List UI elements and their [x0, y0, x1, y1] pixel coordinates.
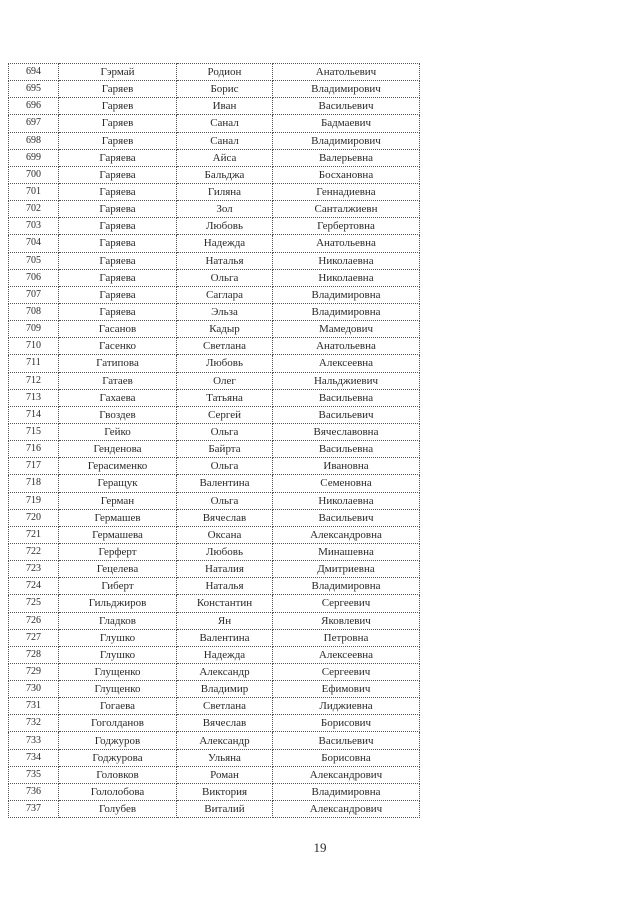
patronymic-cell: Николаевна	[273, 252, 420, 269]
table-row	[9, 166, 420, 183]
surname-cell: Гололобова	[59, 783, 177, 800]
row-number-cell: 702	[9, 201, 59, 218]
surname-cell: Гейко	[59, 423, 177, 440]
first-name-cell: Виталий	[177, 801, 273, 818]
patronymic-cell: Анатольевна	[273, 235, 420, 252]
row-number-cell: 717	[9, 458, 59, 475]
patronymic-cell: Николаевна	[273, 269, 420, 286]
table-row	[9, 475, 420, 492]
table-row	[9, 698, 420, 715]
table-row	[9, 783, 420, 800]
row-number-cell: 726	[9, 612, 59, 629]
table-row	[9, 578, 420, 595]
surname-cell: Гэрмай	[59, 64, 177, 81]
first-name-cell: Татьяна	[177, 389, 273, 406]
table-row	[9, 252, 420, 269]
surname-cell: Гаряева	[59, 218, 177, 235]
surname-cell: Гладков	[59, 612, 177, 629]
table-row	[9, 115, 420, 132]
first-name-cell: Байрта	[177, 441, 273, 458]
first-name-cell: Константин	[177, 595, 273, 612]
table-row	[9, 766, 420, 783]
patronymic-cell: Владимировна	[273, 303, 420, 320]
surname-cell: Гиберт	[59, 578, 177, 595]
surname-cell: Гаряева	[59, 235, 177, 252]
row-number-cell: 732	[9, 715, 59, 732]
table-row	[9, 218, 420, 235]
first-name-cell: Саглара	[177, 286, 273, 303]
surname-cell: Гаряев	[59, 115, 177, 132]
first-name-cell: Ольга	[177, 492, 273, 509]
row-number-cell: 731	[9, 698, 59, 715]
first-name-cell: Ян	[177, 612, 273, 629]
table-row	[9, 458, 420, 475]
table-row	[9, 372, 420, 389]
row-number-cell: 698	[9, 132, 59, 149]
patronymic-cell: Александрович	[273, 801, 420, 818]
row-number-cell: 705	[9, 252, 59, 269]
row-number-cell: 723	[9, 561, 59, 578]
first-name-cell: Владимир	[177, 681, 273, 698]
row-number-cell: 730	[9, 681, 59, 698]
first-name-cell: Гиляна	[177, 183, 273, 200]
row-number-cell: 735	[9, 766, 59, 783]
surname-cell: Гаряев	[59, 132, 177, 149]
table-row	[9, 132, 420, 149]
surname-cell: Герасименко	[59, 458, 177, 475]
table-row	[9, 183, 420, 200]
surname-cell: Гвоздев	[59, 406, 177, 423]
first-name-cell: Санал	[177, 115, 273, 132]
patronymic-cell: Владимировна	[273, 286, 420, 303]
row-number-cell: 713	[9, 389, 59, 406]
first-name-cell: Ольга	[177, 423, 273, 440]
patronymic-cell: Сергеевич	[273, 595, 420, 612]
surname-cell: Гецелева	[59, 561, 177, 578]
patronymic-cell: Сергеевич	[273, 663, 420, 680]
table-row	[9, 355, 420, 372]
patronymic-cell: Васильевич	[273, 732, 420, 749]
row-number-cell: 736	[9, 783, 59, 800]
row-number-cell: 718	[9, 475, 59, 492]
patronymic-cell: Алексеевна	[273, 646, 420, 663]
table-row	[9, 201, 420, 218]
patronymic-cell: Мамедович	[273, 321, 420, 338]
table-row	[9, 732, 420, 749]
row-number-cell: 715	[9, 423, 59, 440]
patronymic-cell: Васильевич	[273, 509, 420, 526]
row-number-cell: 722	[9, 543, 59, 560]
patronymic-cell: Семеновна	[273, 475, 420, 492]
row-number-cell: 695	[9, 81, 59, 98]
patronymic-cell: Владимирович	[273, 81, 420, 98]
patronymic-cell: Минашевна	[273, 543, 420, 560]
table-row	[9, 612, 420, 629]
patronymic-cell: Вячеславовна	[273, 423, 420, 440]
first-name-cell: Олег	[177, 372, 273, 389]
surname-cell: Гатаев	[59, 372, 177, 389]
row-number-cell: 712	[9, 372, 59, 389]
patronymic-cell: Васильевна	[273, 441, 420, 458]
names-table	[8, 63, 420, 818]
table-row	[9, 406, 420, 423]
row-number-cell: 703	[9, 218, 59, 235]
patronymic-cell: Васильевич	[273, 98, 420, 115]
surname-cell: Гоголданов	[59, 715, 177, 732]
first-name-cell: Родион	[177, 64, 273, 81]
row-number-cell: 734	[9, 749, 59, 766]
row-number-cell: 714	[9, 406, 59, 423]
surname-cell: Гаряева	[59, 252, 177, 269]
surname-cell: Гермашев	[59, 509, 177, 526]
row-number-cell: 716	[9, 441, 59, 458]
first-name-cell: Ольга	[177, 458, 273, 475]
first-name-cell: Борис	[177, 81, 273, 98]
row-number-cell: 727	[9, 629, 59, 646]
surname-cell: Геращук	[59, 475, 177, 492]
first-name-cell: Надежда	[177, 646, 273, 663]
table-row	[9, 149, 420, 166]
surname-cell: Герман	[59, 492, 177, 509]
table-row	[9, 81, 420, 98]
surname-cell: Гильджиров	[59, 595, 177, 612]
first-name-cell: Бальджа	[177, 166, 273, 183]
table-row	[9, 492, 420, 509]
first-name-cell: Светлана	[177, 698, 273, 715]
surname-cell: Гаряева	[59, 166, 177, 183]
first-name-cell: Валентина	[177, 475, 273, 492]
row-number-cell: 710	[9, 338, 59, 355]
row-number-cell: 711	[9, 355, 59, 372]
patronymic-cell: Владимировна	[273, 783, 420, 800]
surname-cell: Глушко	[59, 646, 177, 663]
row-number-cell: 721	[9, 526, 59, 543]
page-number: 19	[313, 840, 327, 855]
patronymic-cell: Владимирович	[273, 132, 420, 149]
table-row	[9, 801, 420, 818]
surname-cell: Годжурова	[59, 749, 177, 766]
first-name-cell: Наталья	[177, 578, 273, 595]
first-name-cell: Зол	[177, 201, 273, 218]
row-number-cell: 696	[9, 98, 59, 115]
surname-cell: Глущенко	[59, 663, 177, 680]
patronymic-cell: Гербертовна	[273, 218, 420, 235]
table-row	[9, 629, 420, 646]
table-row	[9, 595, 420, 612]
first-name-cell: Наталья	[177, 252, 273, 269]
table-row	[9, 338, 420, 355]
first-name-cell: Надежда	[177, 235, 273, 252]
first-name-cell: Иван	[177, 98, 273, 115]
table-row	[9, 561, 420, 578]
patronymic-cell: Александрович	[273, 766, 420, 783]
patronymic-cell: Борисовна	[273, 749, 420, 766]
first-name-cell: Светлана	[177, 338, 273, 355]
surname-cell: Гаряева	[59, 286, 177, 303]
first-name-cell: Оксана	[177, 526, 273, 543]
first-name-cell: Виктория	[177, 783, 273, 800]
table-row	[9, 441, 420, 458]
surname-cell: Головков	[59, 766, 177, 783]
table-row	[9, 509, 420, 526]
row-number-cell: 709	[9, 321, 59, 338]
table-row	[9, 235, 420, 252]
first-name-cell: Санал	[177, 132, 273, 149]
patronymic-cell: Алексеевна	[273, 355, 420, 372]
table-row	[9, 269, 420, 286]
row-number-cell: 706	[9, 269, 59, 286]
row-number-cell: 720	[9, 509, 59, 526]
surname-cell: Гаряева	[59, 201, 177, 218]
table-row	[9, 98, 420, 115]
patronymic-cell: Васильевич	[273, 406, 420, 423]
row-number-cell: 719	[9, 492, 59, 509]
row-number-cell: 699	[9, 149, 59, 166]
table-row	[9, 663, 420, 680]
table-row	[9, 681, 420, 698]
surname-cell: Годжуров	[59, 732, 177, 749]
table-row	[9, 526, 420, 543]
surname-cell: Гаряева	[59, 303, 177, 320]
patronymic-cell: Александровна	[273, 526, 420, 543]
table-row	[9, 286, 420, 303]
surname-cell: Гогаева	[59, 698, 177, 715]
first-name-cell: Роман	[177, 766, 273, 783]
row-number-cell: 701	[9, 183, 59, 200]
first-name-cell: Любовь	[177, 218, 273, 235]
patronymic-cell: Владимировна	[273, 578, 420, 595]
patronymic-cell: Босхановна	[273, 166, 420, 183]
surname-cell: Гасенко	[59, 338, 177, 355]
row-number-cell: 707	[9, 286, 59, 303]
row-number-cell: 704	[9, 235, 59, 252]
patronymic-cell: Ефимович	[273, 681, 420, 698]
surname-cell: Глушко	[59, 629, 177, 646]
table-row	[9, 389, 420, 406]
first-name-cell: Айса	[177, 149, 273, 166]
patronymic-cell: Дмитриевна	[273, 561, 420, 578]
surname-cell: Гасанов	[59, 321, 177, 338]
surname-cell: Гахаева	[59, 389, 177, 406]
patronymic-cell: Борисович	[273, 715, 420, 732]
surname-cell: Генденова	[59, 441, 177, 458]
surname-cell: Гаряев	[59, 81, 177, 98]
first-name-cell: Ульяна	[177, 749, 273, 766]
first-name-cell: Наталия	[177, 561, 273, 578]
row-number-cell: 724	[9, 578, 59, 595]
patronymic-cell: Геннадиевна	[273, 183, 420, 200]
row-number-cell: 725	[9, 595, 59, 612]
row-number-cell: 729	[9, 663, 59, 680]
row-number-cell: 728	[9, 646, 59, 663]
patronymic-cell: Анатольевна	[273, 338, 420, 355]
surname-cell: Голубев	[59, 801, 177, 818]
surname-cell: Гатипова	[59, 355, 177, 372]
first-name-cell: Вячеслав	[177, 715, 273, 732]
patronymic-cell: Ивановна	[273, 458, 420, 475]
first-name-cell: Вячеслав	[177, 509, 273, 526]
first-name-cell: Любовь	[177, 543, 273, 560]
first-name-cell: Любовь	[177, 355, 273, 372]
first-name-cell: Ольга	[177, 269, 273, 286]
surname-cell: Гаряева	[59, 149, 177, 166]
first-name-cell: Александр	[177, 663, 273, 680]
row-number-cell: 733	[9, 732, 59, 749]
table-row	[9, 749, 420, 766]
patronymic-cell: Бадмаевич	[273, 115, 420, 132]
row-number-cell: 697	[9, 115, 59, 132]
patronymic-cell: Яковлевич	[273, 612, 420, 629]
surname-cell: Гаряев	[59, 98, 177, 115]
table-row	[9, 303, 420, 320]
surname-cell: Герферт	[59, 543, 177, 560]
table-row	[9, 543, 420, 560]
patronymic-cell: Лиджиевна	[273, 698, 420, 715]
surname-cell: Глущенко	[59, 681, 177, 698]
table-row	[9, 321, 420, 338]
patronymic-cell: Анатольевич	[273, 64, 420, 81]
table-row	[9, 715, 420, 732]
row-number-cell: 694	[9, 64, 59, 81]
patronymic-cell: Валерьевна	[273, 149, 420, 166]
surname-cell: Гаряева	[59, 269, 177, 286]
surname-cell: Гаряева	[59, 183, 177, 200]
table-row	[9, 64, 420, 81]
surname-cell: Гермашева	[59, 526, 177, 543]
row-number-cell: 708	[9, 303, 59, 320]
names-table-body	[9, 64, 420, 818]
patronymic-cell: Николаевна	[273, 492, 420, 509]
first-name-cell: Валентина	[177, 629, 273, 646]
patronymic-cell: Петровна	[273, 629, 420, 646]
row-number-cell: 737	[9, 801, 59, 818]
first-name-cell: Сергей	[177, 406, 273, 423]
patronymic-cell: Санталжиевн	[273, 201, 420, 218]
first-name-cell: Кадыр	[177, 321, 273, 338]
patronymic-cell: Васильевна	[273, 389, 420, 406]
patronymic-cell: Нальджиевич	[273, 372, 420, 389]
table-row	[9, 646, 420, 663]
first-name-cell: Александр	[177, 732, 273, 749]
first-name-cell: Эльза	[177, 303, 273, 320]
table-row	[9, 423, 420, 440]
row-number-cell: 700	[9, 166, 59, 183]
